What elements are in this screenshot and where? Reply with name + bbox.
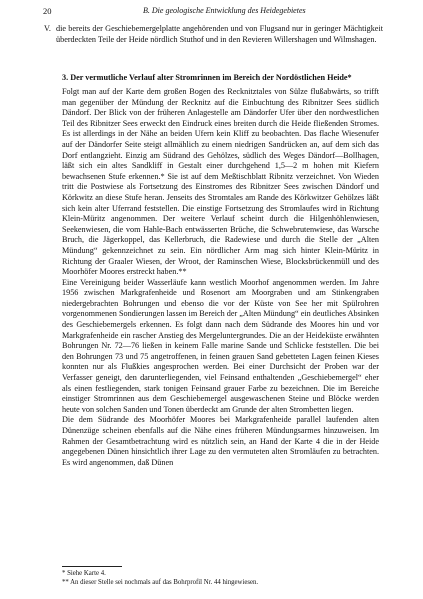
list-item-v xyxy=(44,24,383,45)
footnote-divider xyxy=(62,566,122,567)
running-title: B. Die geologische Entwicklung des Heidegebietes xyxy=(143,6,306,15)
list-item-label: V. xyxy=(44,24,51,33)
footnotes xyxy=(62,569,383,587)
section-body xyxy=(62,87,379,468)
paragraph: Eine Vereinigung beider Wasserläufe kann westlich Moorhof angenommen werden. Im Jahre 1956 zwischen Markgrafenheide und Rosenort am Moorgraben und am Stinkengraben niedergebrachten Bohrungen und ebenso die vor der Küste von See her mit Spülrohren vorgenommenen Sondierungen lassen im Bereich der „Alten Mündung“ ein deutliches Absinken des Geschiebemergels erkennen. Es folgt dann nach dem Südrande des Moores hin und vor Markgrafenheide ein rascher Anstieg des Mergeluntergrundes. Die an der Heideküste erwähnten Bohrungen Nr. 72—76 ließen in keinem Falle marine Sande und Schlicke feststellen. Die bei den Bohrungen 73 und 75 angetroffenen, in feinen grauen Sand gebetteten Lagen feinen Kieses konnten nur als Flußkies angesprochen werden. Bei einer Durchsicht der Proben war der Verfasser geneigt, den darunterliegenden, viel Feinsand enthaltenden „Geschiebemergel“ eher als einen festliegenden, stark tonigen Feinsand grauer Farbe zu bezeichnen. Die im Bereiche einstiger Stromrinnen aus dem Geschiebemergel ausgewaschenen Steine und Blöcke werden heute von solchen Sanden und Tonen überdeckt am Grunde der alten Strombetten liegen. xyxy=(62,277,379,414)
page-number: 20 xyxy=(43,6,52,16)
page-header xyxy=(43,6,377,18)
section-heading: 3. Der vermutliche Verlauf alter Stromrinnen im Bereich der Nordöstlichen Heide* xyxy=(62,73,352,82)
paragraph: Die dem Südrande des Moorhöfer Moores bei Markgrafenheide parallel laufenden alten Dünenzüge scheinen ebenfalls auf die Nähe eines früheren Mündungsarmes hinzuweisen. Im Rahmen der Gesamtbetrachtung wird es nützlich sein, an Hand der Karte 4 die in der Heide angegebenen Dünen hinsichtlich ihrer Lage zu den vermuteten alten Stromläufen zu betrachten. Es wird angenommen, daß Dünen xyxy=(62,415,379,467)
footnote: * Siehe Karte 4. xyxy=(62,570,106,577)
list-item-text: die bereits der Geschiebemergelplatte angehörenden und von Flugsand nur in geringer Mächtigkeit überdeckten Teile der Heide nördlich Stuthof und in den Revieren Willershagen und Wilmshagen. xyxy=(56,24,383,44)
footnote: ** An dieser Stelle sei nochmals auf das Bohrprofil Nr. 44 hingewiesen. xyxy=(62,579,259,586)
paragraph: Folgt man auf der Karte dem großen Bogen des Recknitztales von Sülze flußabwärts, so trifft man gegenüber der Mündung der Recknitz auf die Einbuchtung des Ribnitzer Sees südlich Dändorf. Der Blick von der früheren Anlagestelle am Dändorfer Ufer über den nordwestlichen Teil des Ribnitzer Sees erweckt den Eindruck eines breiten durch die Heide fließenden Stromes. Es ist allerdings in der Nähe an beiden Ufern kein Kliff zu beobachten. Das flache Wiesenufer auf der Dändorfer Seite steigt allmählich zu einem niedrigen Sandrücken an, auf dem sich das Dorf entlangzieht. Einzig am Südrand des Gehölzes, südlich des Weges Dändorf—Bollhagen, läßt sich ein altes Sandkliff in Gestalt einer durchgehend 1,5—2 m hohen mit Kiefern bewachsenen Stufe erkennen.* Sie ist auf dem Meßtischblatt Ribnitz verzeichnet. Von Wieden tritt die Postwiese als Fortsetzung des Einstromes des Ribnitzer Sees zwischen Dändorf und Körkwitz an diese Stufe heran. Jenseits des Stromtales am Rande des Körkwitzer Gehölzes läßt sich kein alter Uferrand feststellen. Die einstige Fortsetzung des Stromlaufes wird in Richtung Klein-Müritz angenommen. Der weitere Verlauf scheint durch die Hilgenhöhlenwiesen, Seekenwiesen, die vom Hahle-Bach entwässerten Brüche, die Schwebrutenwiese, das Warsche Bruch, die Jägerkoppel, das Kellerbruch, die Radewiese und durch die Stelle der „Alten Mündung“ gekennzeichnet zu sein. Ein nördlicher Arm mag sich hinter Klein-Müritz in Richtung der Graaler Wiesen, der Wroot, der Raminschen Wiese, Blocksbrückenmüll und des Moorhöfer Moores erstreckt haben.** xyxy=(62,87,379,277)
